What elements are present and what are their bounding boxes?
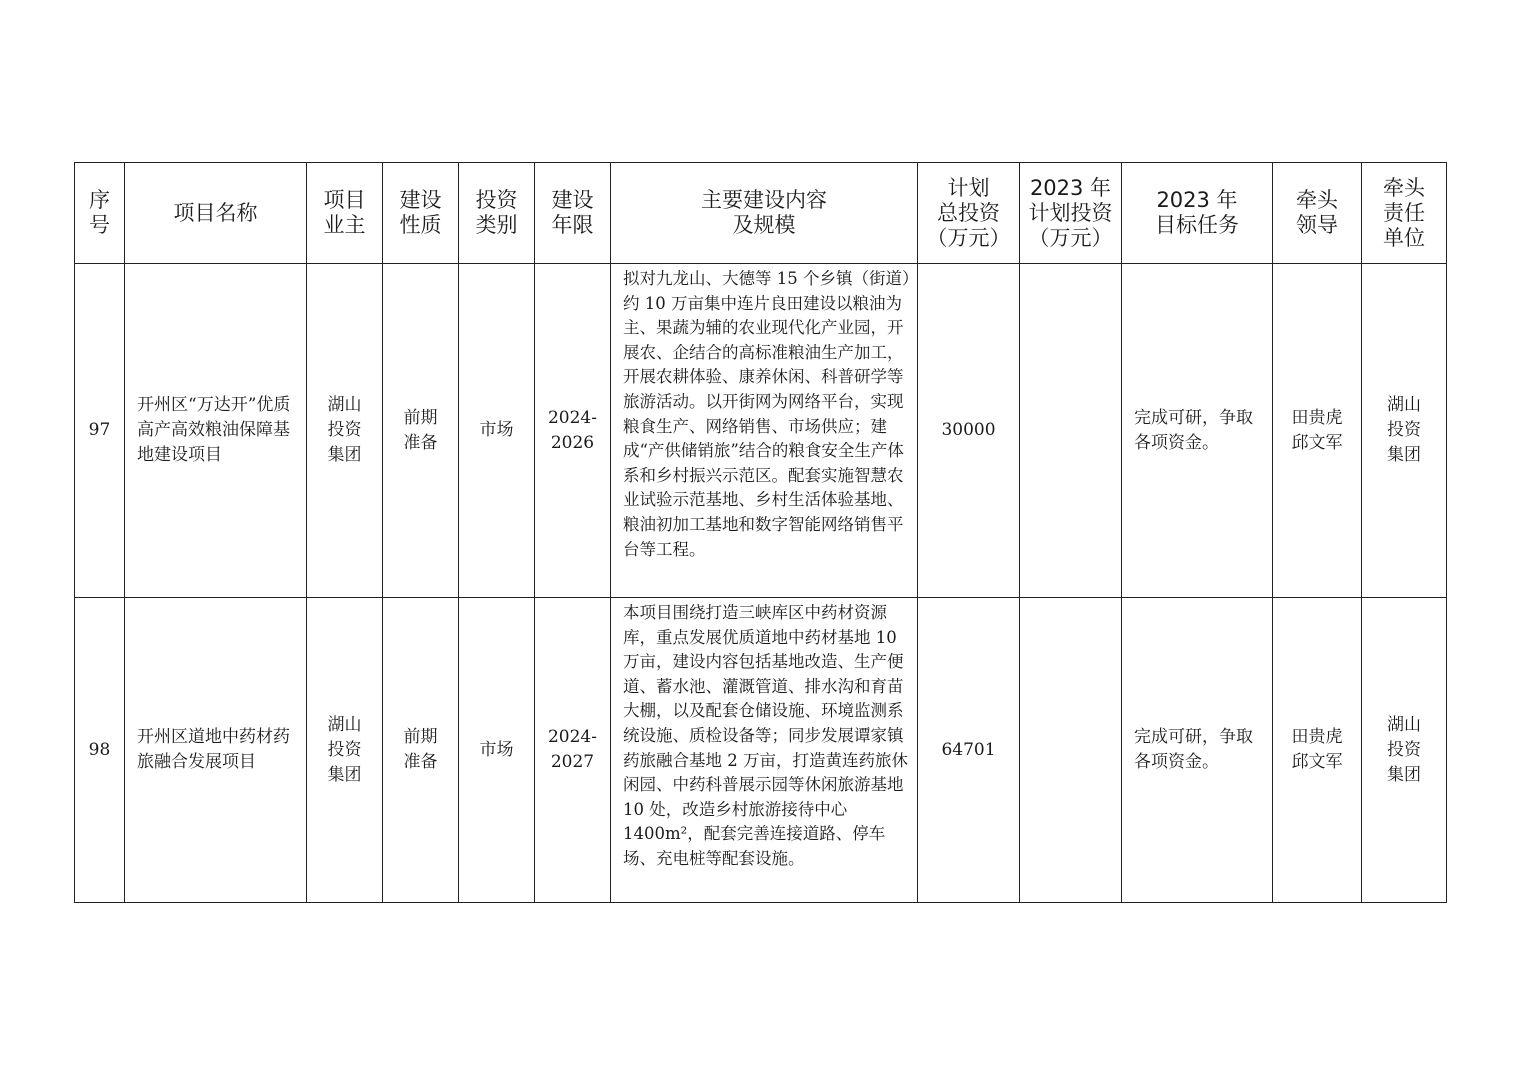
header-leader: 牵头 领导 [1273,163,1362,264]
header-category: 投资 类别 [459,163,535,264]
cell-seq: 98 [75,598,125,903]
header-project-name: 项目名称 [125,163,307,264]
cell-owner: 湖山 投资 集团 [307,598,383,903]
cell-period: 2024- 2027 [535,598,611,903]
cell-unit: 湖山 投资 集团 [1362,264,1447,598]
project-table-sheet [74,162,1447,903]
cell-content: 拟对九龙山、大德等 15 个乡镇（街道）约 10 万亩集中连片良田建设以粮油为主、果蔬为辅的农业现代化产业园，开展农、企结合的高标准粮油生产加工，开展农耕体验、康养休闲、科普研学等旅游活动。以开街网为网络平台，实现粮食生产、网络销售、市场供应；建成“产供储销旅”结合的粮食安全生产体系和乡村振兴示范区。配套实施智慧农业试验示范基地、乡村生活体验基地、粮油初加工基地和数字智能网络销售平台等工程。 [611,264,918,598]
cell-category: 市场 [459,264,535,598]
cell-category: 市场 [459,598,535,903]
table-row [75,598,1447,903]
cell-total-investment: 30000 [918,264,1020,598]
cell-project-name: 开州区“万达开”优质高产高效粮油保障基地建设项目 [125,264,307,598]
cell-nature: 前期 准备 [383,264,459,598]
cell-nature: 前期 准备 [383,598,459,903]
header-period: 建设 年限 [535,163,611,264]
cell-period: 2024- 2026 [535,264,611,598]
header-nature: 建设 性质 [383,163,459,264]
cell-leader: 田贵虎 邱文军 [1273,598,1362,903]
header-total-investment: 计划 总投资 （万元） [918,163,1020,264]
header-seq: 序 号 [75,163,125,264]
table-row [75,264,1447,598]
cell-plan-2023 [1020,264,1122,598]
cell-leader: 田贵虎 邱文军 [1273,264,1362,598]
cell-task-2023: 完成可研，争取各项资金。 [1122,264,1273,598]
cell-unit: 湖山 投资 集团 [1362,598,1447,903]
header-task-2023: 2023 年 目标任务 [1122,163,1273,264]
table-header-row [75,163,1447,264]
project-table [74,162,1447,903]
cell-total-investment: 64701 [918,598,1020,903]
cell-seq: 97 [75,264,125,598]
header-content: 主要建设内容 及规模 [611,163,918,264]
cell-owner: 湖山 投资 集团 [307,264,383,598]
header-plan-2023: 2023 年 计划投资 （万元） [1020,163,1122,264]
cell-task-2023: 完成可研，争取各项资金。 [1122,598,1273,903]
cell-content: 本项目围绕打造三峡库区中药材资源库，重点发展优质道地中药材基地 10 万亩，建设内容包括基地改造、生产便道、蓄水池、灌溉管道、排水沟和育苗大棚，以及配套仓储设施、环境监测系统设施、质检设备等；同步发展谭家镇药旅融合基地 2 万亩，打造黄连药旅休闲园、中药科普展示园等休闲旅游基地 10 处，改造乡村旅游接待中心 1400m²，配套完善连接道路、停车场、充电桩等配套设施。 [611,598,918,903]
header-owner: 项目 业主 [307,163,383,264]
cell-project-name: 开州区道地中药材药旅融合发展项目 [125,598,307,903]
cell-plan-2023 [1020,598,1122,903]
header-unit: 牵头 责任 单位 [1362,163,1447,264]
